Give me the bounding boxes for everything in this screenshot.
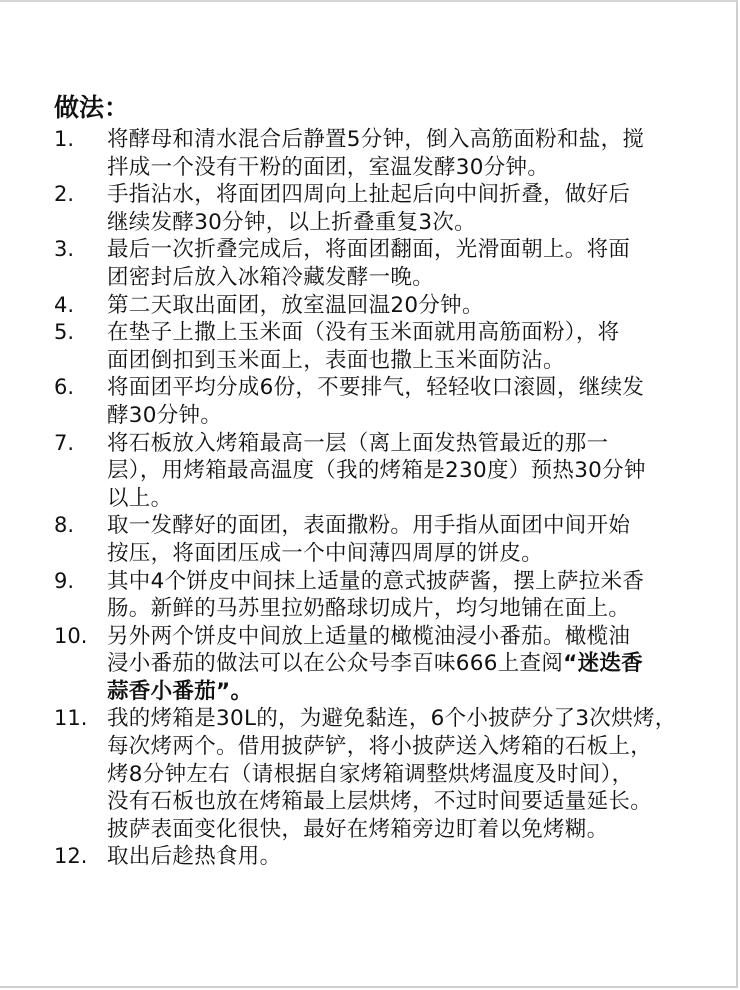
step-text-line: 第二天取出面团，放室温回温20分钟。	[107, 292, 484, 318]
step-text-line: 在垫子上撒上玉米面（没有玉米面就用高筋面粉），将	[107, 320, 620, 346]
step-text-line: 肠。新鲜的马苏里拉奶酪球切成片，均匀地铺在面上。	[107, 596, 631, 622]
article-title-bold: “迷迭香	[563, 651, 643, 677]
step-item	[54, 374, 734, 429]
step-number: 9.	[54, 568, 75, 593]
step-item	[54, 319, 734, 374]
step-text-line: 取出后趁热食用。	[107, 844, 282, 870]
step-text-line: 最后一次折叠完成后，将面团翻面，光滑面朝上。将面	[107, 237, 631, 263]
step-text-line: 烤8分钟左右（请根据自家烤箱调整烘烤温度及时间），	[107, 761, 634, 787]
step-number: 8.	[54, 513, 75, 538]
step-text-line: 拌成一个没有干粉的面团，室温发酵30分钟。	[107, 154, 550, 180]
step-text-line: 将酵母和清水混合后静置5分钟，倒入高筋面粉和盐，搅	[107, 127, 645, 152]
step-text-line	[107, 678, 734, 706]
step-item	[54, 568, 734, 623]
step-text-line: 层），用烤箱最高温度（我的烤箱是230度）预热30分钟	[107, 458, 646, 484]
step-text-line: 没有石板也放在烤箱最上层烘烤，不过时间要适量延长。	[107, 789, 653, 815]
step-text-line: 以上。	[107, 485, 173, 511]
step-number: 10.	[54, 623, 88, 648]
step-text-line: 另外两个饼皮中间放上适量的橄榄油浸小番茄。橄榄油	[107, 623, 631, 649]
step-number: 1.	[54, 127, 75, 151]
step-text-line: 继续发酵30分钟，以上折叠重复3次。	[107, 209, 476, 235]
step-text-line: 取一发酵好的面团，表面撒粉。用手指从面团中间开始	[107, 513, 631, 539]
step-text-line: 将石板放入烤箱最高一层（离上面发热管最近的那一	[107, 430, 609, 456]
section-heading: 做法：	[54, 93, 130, 122]
step-text-line: 面团倒扣到玉米面上，表面也撒上玉米面防沾。	[107, 347, 565, 373]
step-text-line: 按压，将面团压成一个中间薄四周厚的饼皮。	[107, 540, 544, 566]
step-number: 4.	[54, 292, 75, 317]
step-text-line: 我的烤箱是30L的，为避免黏连，6个小披萨分了3次烘烤，	[107, 706, 677, 732]
steps-list	[54, 126, 734, 871]
step-text-line: 将面团平均分成6份，不要排气，轻轻收口滚圆，继续发	[107, 375, 645, 401]
closing-quote: ”。	[216, 678, 253, 704]
step-item	[54, 512, 734, 567]
step-item	[54, 843, 734, 871]
step-text-line: 酵30分钟。	[107, 402, 223, 428]
step-text-segment: 浸小番茄的做法可以在公众号李百味666上查阅	[107, 651, 564, 677]
step-number: 11.	[54, 706, 88, 731]
step-number: 6.	[54, 375, 75, 400]
step-item	[54, 292, 734, 320]
step-text-line: 手指沾水，将面团四周向上扯起后向中间折叠，做好后	[107, 182, 631, 208]
step-item	[54, 181, 734, 236]
step-item	[54, 126, 734, 181]
article-title-bold: 蒜香小番茄	[107, 678, 217, 704]
step-number: 7.	[54, 430, 75, 455]
step-text-line: 其中4个饼皮中间抹上适量的意式披萨酱，摆上萨拉米香	[107, 568, 645, 594]
step-text-line: 披萨表面变化很快，最好在烤箱旁边盯着以免烤糊。	[107, 816, 609, 842]
step-item	[54, 430, 734, 513]
step-item	[54, 705, 734, 843]
step-text-line	[107, 650, 734, 678]
step-text-line: 团密封后放入冰箱冷藏发酵一晚。	[107, 264, 435, 290]
step-number: 2.	[54, 182, 75, 207]
step-number: 5.	[54, 320, 75, 345]
step-number: 3.	[54, 237, 75, 262]
step-item	[54, 236, 734, 291]
step-item	[54, 623, 734, 706]
step-text-line: 每次烤两个。借用披萨铲，将小披萨送入烤箱的石板上，	[107, 734, 653, 760]
step-number: 12.	[54, 844, 88, 869]
